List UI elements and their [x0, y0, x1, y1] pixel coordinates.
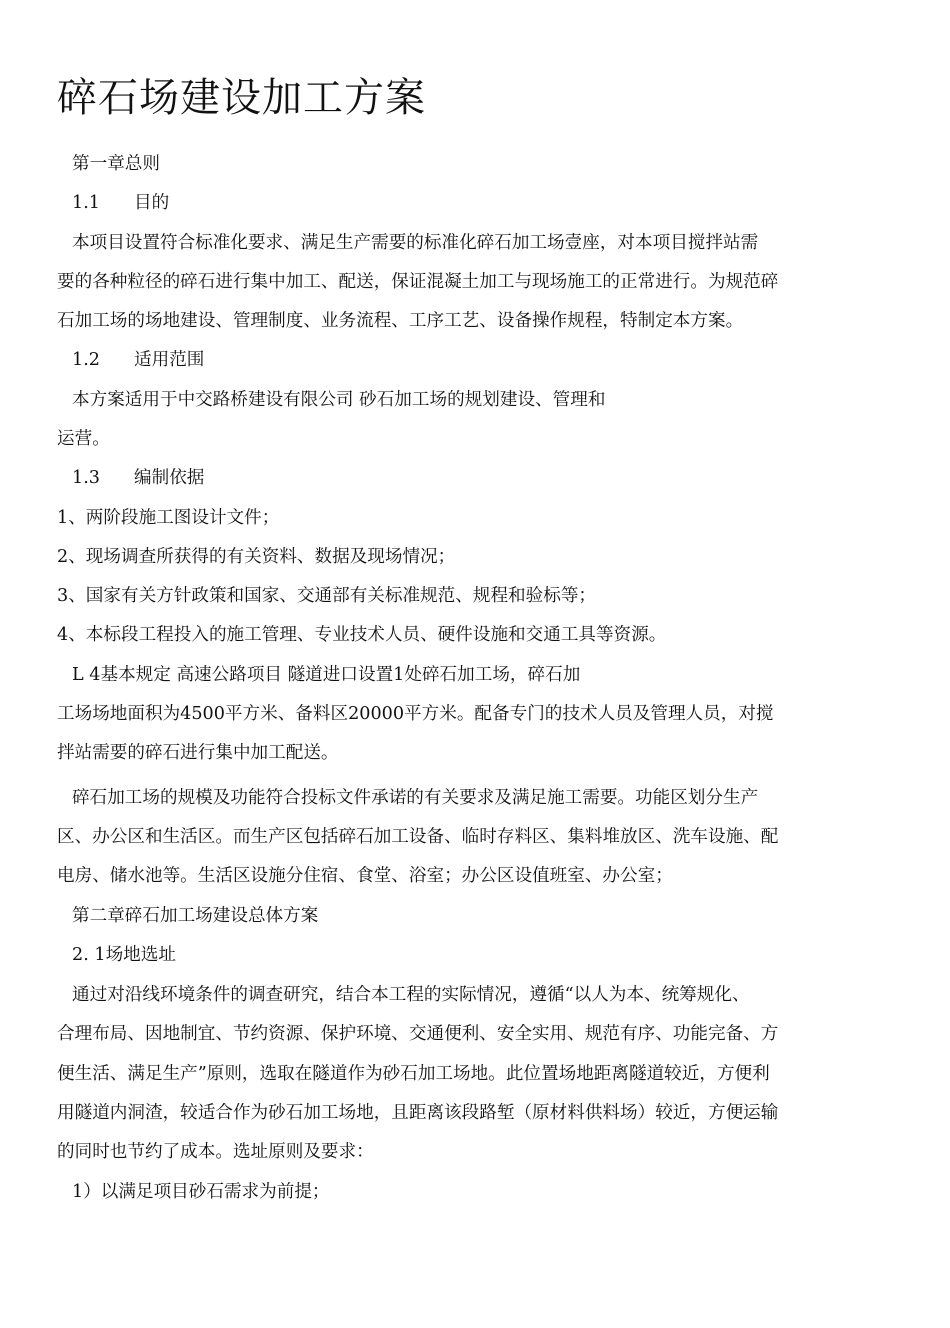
chapter-1-heading: 第一章总则 — [72, 154, 160, 174]
paragraph-line: 合理布局、因地制宜、节约资源、保护环境、交通便利、安全实用、规范有序、功能完备、方 — [57, 1024, 779, 1044]
basis-list-item: 2、现场调查所获得的有关资料、数据及现场情况； — [57, 547, 456, 567]
section-number: 1.3 — [72, 468, 100, 488]
paragraph-line: 运营。 — [57, 429, 110, 449]
basis-list-item: 3、国家有关方针政策和国家、交通部有关标准规范、规程和验标等； — [57, 586, 597, 606]
paragraph-line: L 4基本规定 高速公路项目 隧道进口设置1处碎石加工场，碎石加 — [72, 665, 581, 685]
paragraph-line: 拌站需要的碎石进行集中加工配送。 — [57, 743, 339, 763]
paragraph-line: 石加工场的场地建设、管理制度、业务流程、工序工艺、设备操作规程，特制定本方案。 — [57, 311, 744, 331]
section-title: 目的 — [134, 193, 170, 213]
paragraph-line: 本方案适用于中交路桥建设有限公司 砂石加工场的规划建设、管理和 — [72, 390, 606, 410]
paragraph-line: 碎石加工场的规模及功能符合投标文件承诺的有关要求及满足施工需要。功能区划分生产 — [72, 788, 759, 808]
paragraph-line: 用隧道内洞渣，较适合作为砂石加工场地，且距离该段路堑（原材料供料场）较近，方便运输 — [57, 1103, 779, 1123]
paragraph-line: 要的各种粒径的碎石进行集中加工、配送，保证混凝土加工与现场施工的正常进行。为规范碎 — [57, 272, 779, 292]
basis-list-item: 4、本标段工程投入的施工管理、专业技术人员、硬件设施和交通工具等资源。 — [57, 625, 667, 645]
section-number: 1.1 — [72, 193, 100, 213]
section-title: 编制依据 — [134, 468, 205, 488]
paragraph-line: 的同时也节约了成本。选址原则及要求： — [57, 1142, 374, 1162]
section-2-1-heading: 2. 1场地选址 — [72, 945, 176, 965]
basis-list-item: 1、两阶段施工图设计文件； — [57, 508, 280, 528]
section-1-2-heading — [72, 348, 204, 372]
section-number: 1.2 — [72, 350, 100, 370]
paragraph-line: 本项目设置符合标准化要求、满足生产需要的标准化碎石加工场壹座，对本项目搅拌站需 — [72, 233, 759, 253]
section-1-3-heading — [72, 466, 204, 490]
requirement-item: 1）以满足项目砂石需求为前提； — [72, 1182, 330, 1202]
paragraph-line: 区、办公区和生活区。而生产区包括碎石加工设备、临时存料区、集料堆放区、洗车设施、配 — [57, 827, 779, 847]
paragraph-line: 电房、储水池等。生活区设施分住宿、食堂、浴室；办公区设值班室、办公室； — [57, 866, 673, 886]
section-title: 适用范围 — [134, 350, 205, 370]
paragraph-line: 便生活、满足生产”原则，选取在隧道作为砂石加工场地。此位置场地距离隧道较近，方便利 — [57, 1064, 770, 1084]
document-title: 碎石场建设加工方案 — [57, 75, 426, 121]
paragraph-line: 工场场地面积为4500平方米、备料区20000平方米。配备专门的技术人员及管理人员，对搅 — [57, 704, 774, 724]
section-1-1-heading — [72, 191, 169, 215]
chapter-2-heading: 第二章碎石加工场建设总体方案 — [72, 906, 319, 926]
paragraph-line: 通过对沿线环境条件的调查研究，结合本工程的实际情况，遵循“以人为本、统筹规化、 — [72, 985, 750, 1005]
